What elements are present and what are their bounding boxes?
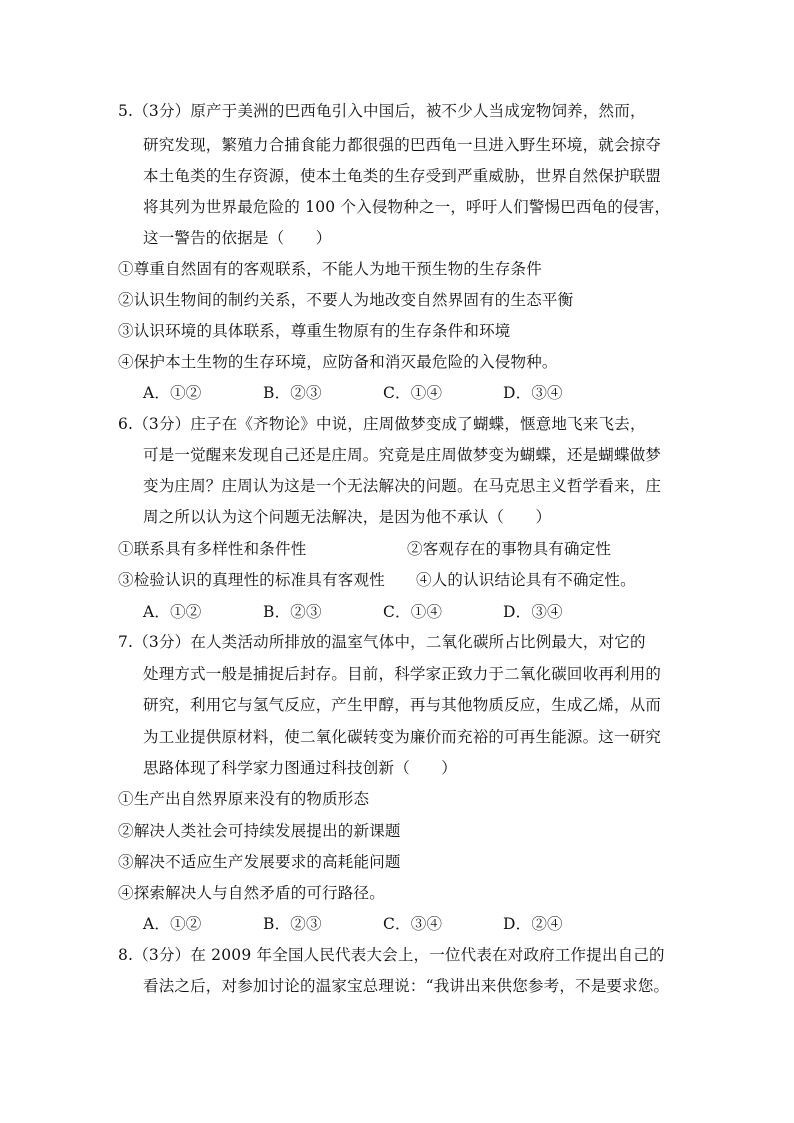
question-stem-line: 变为庄周？庄周认为这是一个无法解决的问题。在马克思主义哲学看来，庄: [143, 477, 662, 495]
choice-a: A．①②: [143, 603, 202, 621]
question-stem-line: 8.（3分）在 2009 年全国人民代表大会上，一位代表在对政府工作提出自己的: [118, 946, 665, 964]
question-stem-line: 看法之后，对参加讨论的温家宝总理说：“我讲出来供您参考，不是要求您。: [143, 977, 670, 995]
question-stem-line: 6.（3分）庄子在《齐物论》中说，庄周做梦变成了蝴蝶，惬意地飞来飞去，: [118, 415, 646, 433]
choice-d: D．③④: [503, 603, 563, 621]
choice-b: B．②③: [263, 603, 322, 621]
question-stem-line: 7.（3分）在人类活动所排放的温室气体中，二氧化碳所占比例最大，对它的: [118, 633, 646, 651]
option-statement: ③检验认识的真理性的标准具有客观性: [118, 571, 385, 589]
option-statement: ④保护本土生物的生存环境，应防备和消灭最危险的入侵物种。: [118, 353, 558, 371]
choice-c: C．③④: [383, 915, 443, 933]
choice-d: D．③④: [503, 384, 563, 402]
answer-choices: [143, 914, 623, 934]
question-stem-line: 研究发现，繁殖力合捕食能力都很强的巴西龟一旦进入野生环境，就会掠夺: [143, 136, 662, 154]
option-statement: ②认识生物间的制约关系，不要人为地改变自然界固有的生态平衡: [118, 291, 574, 309]
option-statement: ②客观存在的事物具有确定性: [407, 540, 612, 558]
question-stem-line: 将其列为世界最危险的 100 个入侵物种之一，呼吁人们警惕巴西龟的侵害，: [143, 198, 671, 216]
choice-a: A．①②: [143, 384, 202, 402]
option-statement: ②解决人类社会可持续发展提出的新课题: [118, 822, 401, 840]
question-stem-line: 这一警告的依据是（ ）: [143, 229, 332, 247]
answer-choices: [143, 383, 623, 403]
option-statement: ④探索解决人与自然矛盾的可行路径。: [118, 884, 385, 902]
option-statement: ①生产出自然界原来没有的物质形态: [118, 790, 370, 808]
question-stem-line: 5.（3分）原产于美洲的巴西龟引入中国后，被不少人当成宠物饲养，然而，: [118, 102, 646, 120]
question-stem-line: 处理方式一般是捕捉后封存。目前，科学家正致力于二氧化碳回收再利用的: [143, 665, 662, 683]
question-stem-line: 可是一觉醒来发现自己还是庄周。究竟是庄周做梦变为蝴蝶，还是蝴蝶做梦: [143, 446, 662, 464]
option-statement: ③解决不适应生产发展要求的高耗能问题: [118, 853, 401, 871]
choice-b: B．②③: [263, 915, 322, 933]
question-stem-line: 思路体现了科学家力图通过科技创新（ ）: [143, 759, 458, 777]
question-stem-line: 研究，利用它与氢气反应，产生甲醇，再与其他物质反应，生成乙烯，从而: [143, 696, 662, 714]
choice-b: B．②③: [263, 384, 322, 402]
choice-d: D．②④: [503, 915, 563, 933]
option-statement: ①联系具有多样性和条件性: [118, 540, 307, 558]
choice-c: C．①④: [383, 384, 443, 402]
option-statement: ①尊重自然固有的客观联系，不能人为地干预生物的生存条件: [118, 260, 542, 278]
choice-c: C．①④: [383, 603, 443, 621]
question-stem-line: 为工业提供原材料，使二氧化碳转变为廉价而充裕的可再生能源。这一研究: [143, 728, 662, 746]
option-statement: ③认识环境的具体联系，尊重生物原有的生存条件和环境: [118, 322, 511, 340]
option-statement: ④人的认识结论具有不确定性。: [416, 571, 636, 589]
question-stem-line: 本土龟类的生存资源，使本土龟类的生存受到严重威胁，世界自然保护联盟: [143, 167, 662, 185]
choice-a: A．①②: [143, 915, 202, 933]
question-stem-line: 周之所以认为这个问题无法解决，是因为他不承认（ ）: [143, 508, 552, 526]
answer-choices: [143, 602, 623, 622]
